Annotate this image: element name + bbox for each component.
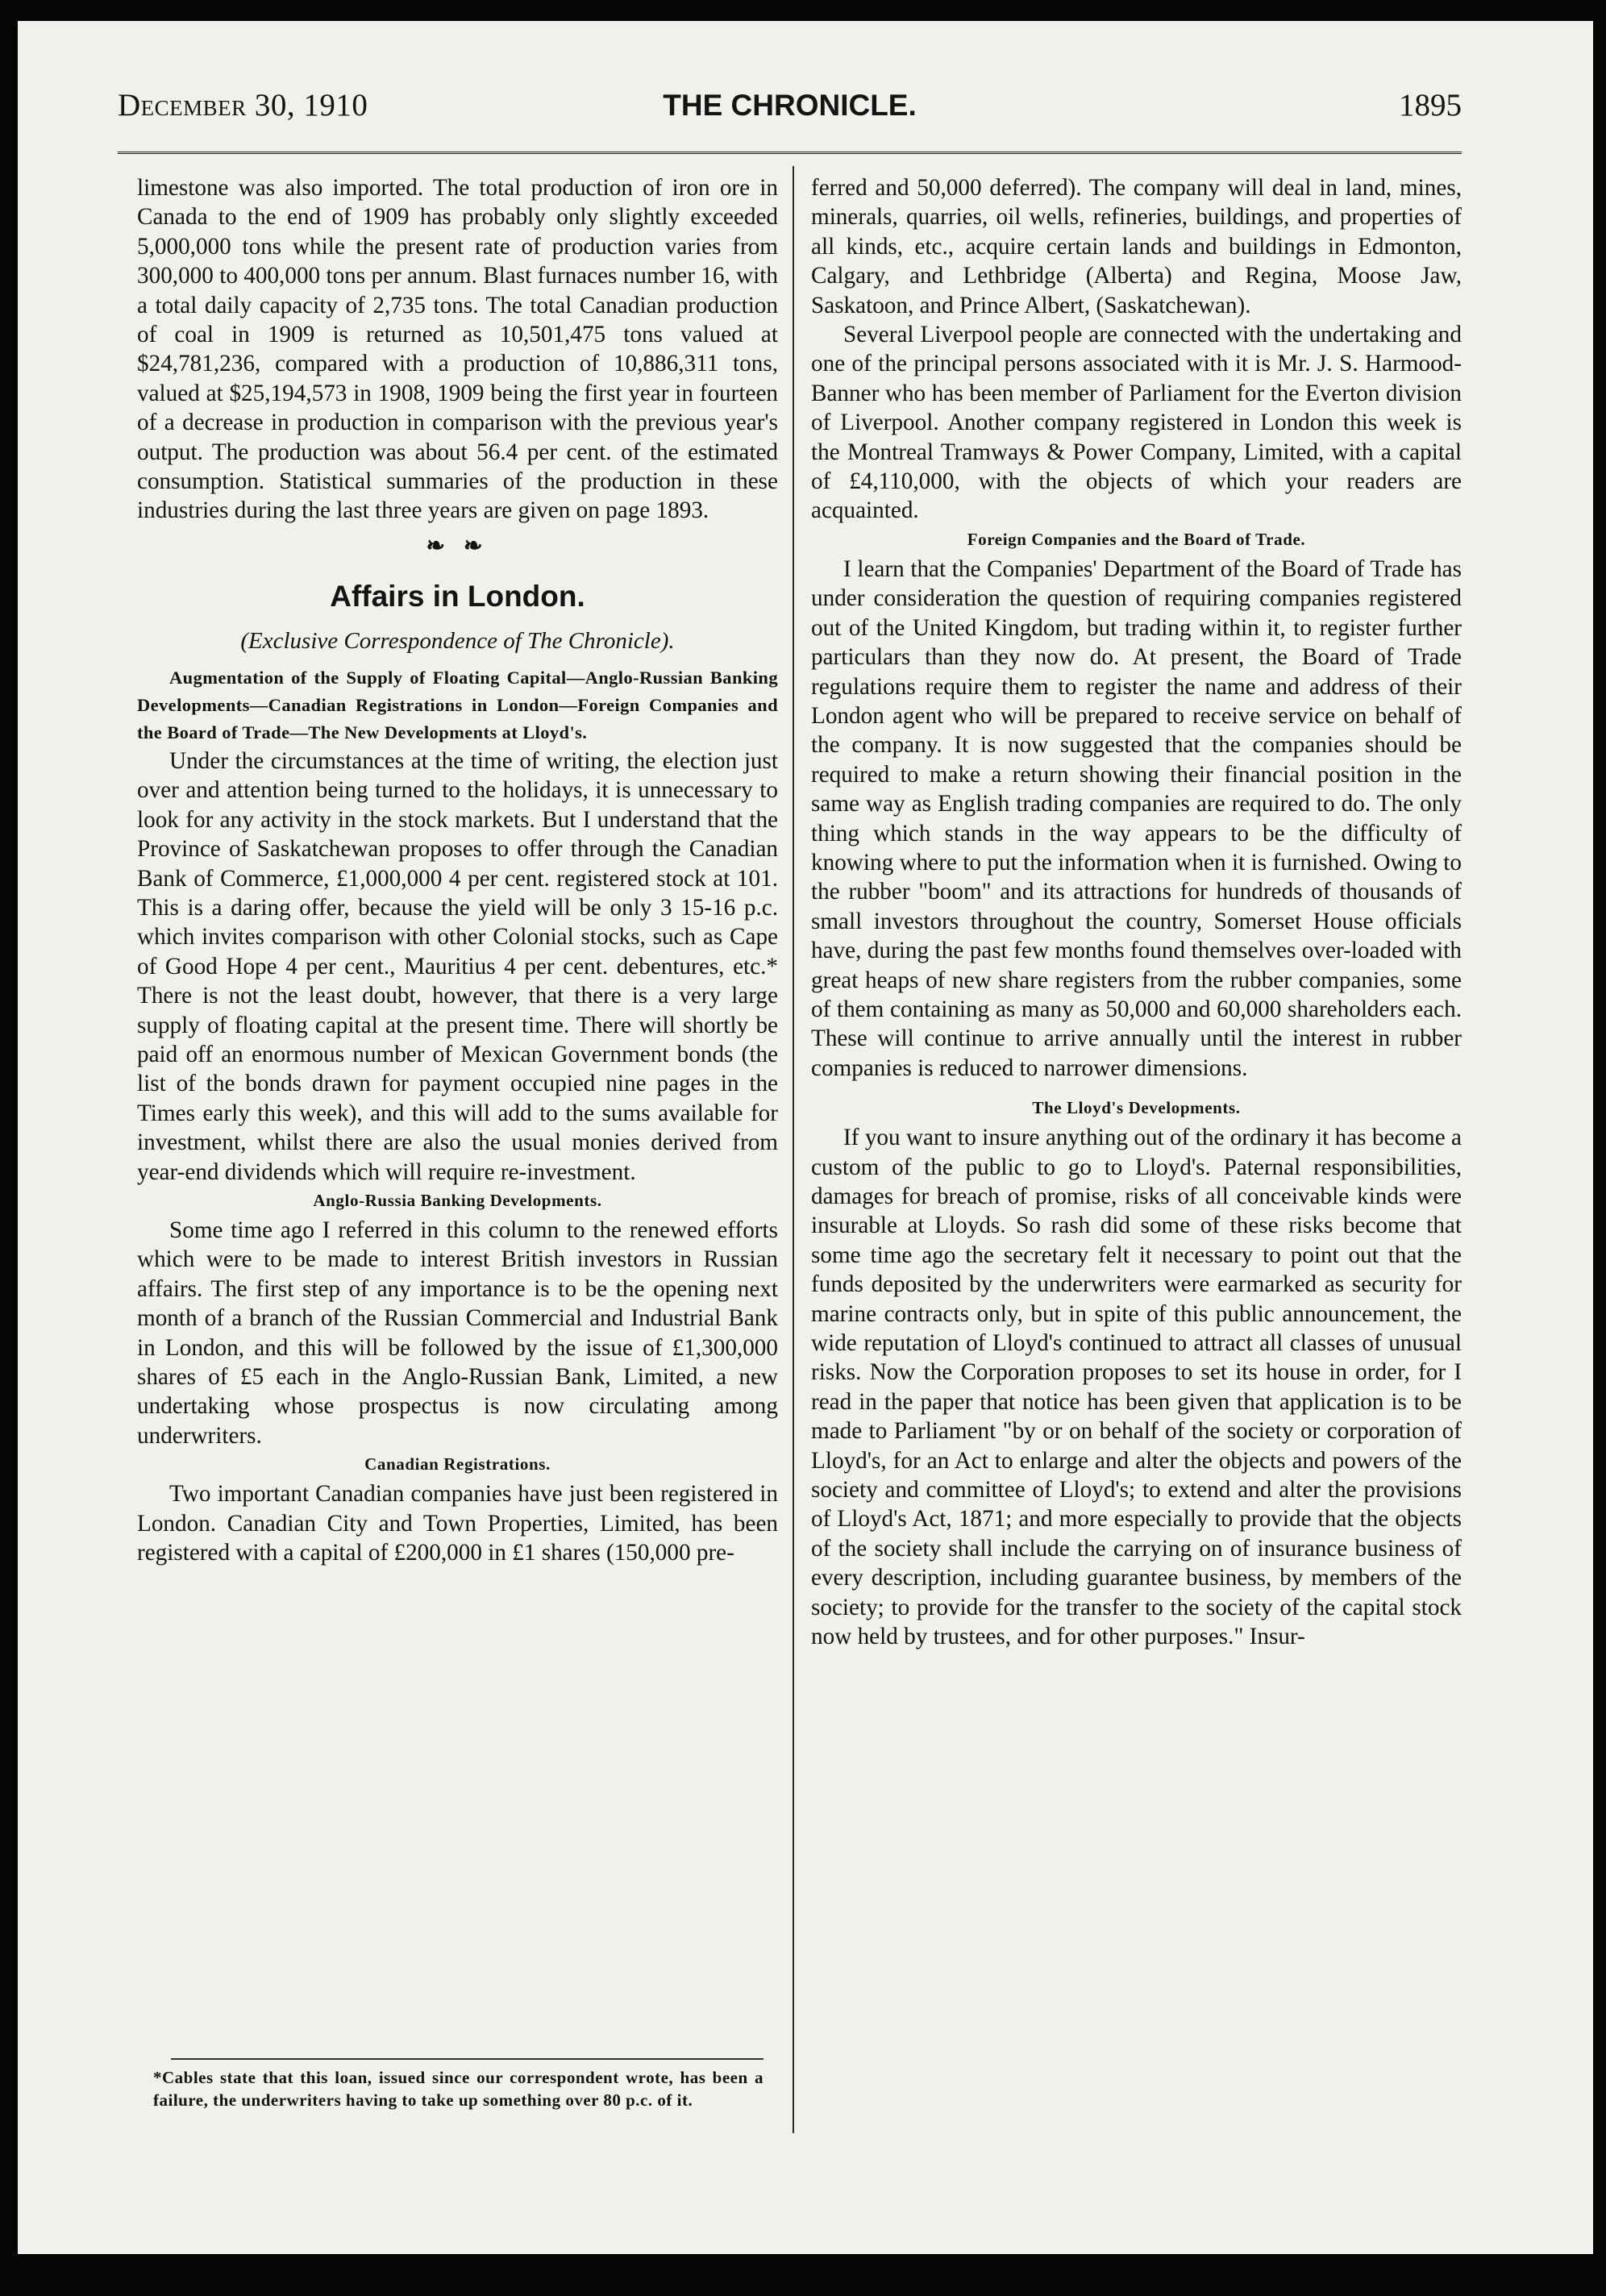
- left-column: [137, 173, 778, 1567]
- board-of-trade-paragraph: I learn that the Companies' Department of the Board of Trade has under consideration the question of requiring companies registered out of the United Kingdom, but trading within it, to register further particulars than they now do. At present, the Board of Trade regulations require them to register the name and address of their London agent who will be prepared to receive service on behalf of the company. It is now suggested that the companies should be required to make a return showing their financial position in the same way as English trading companies are required to do. The only thing which stands in the way appears to be the difficulty of knowing where to put the information when it is furnished. Owing to the rubber "boom" and its attractions for hundreds of thousands of small investors throughout the country, Somerset House officials have, during the past few months found themselves over-loaded with great heaps of new share registers from the rubber companies, some of them containing as many as 50,000 and 60,000 shareholders each. These will continue to arrive annually until the interest in rubber companies is reduced to narrower dimensions.: [811, 555, 1462, 1081]
- fleuron-ornament: ❧ ❧: [426, 533, 489, 559]
- column-divider: [793, 166, 794, 2133]
- subhead-canadian-registrations: Canadian Registrations.: [364, 1454, 551, 1475]
- page-number: 1895: [1399, 88, 1462, 123]
- floating-capital-paragraph: Under the circumstances at the time of writing, the election just over and attention being turned to the holidays, it is unnecessary to look for any activity in the stock markets. But I understand that the Province of Saskatchewan proposes to offer through the Canadian Bank of Commerce, £1,000,000 4 per cent. registered stock at 101. This is a daring offer, because the yield will be only 3 15-16 p.c. which invites comparison with other Colonial stocks, such as Cape of Good Hope 4 per cent., Mauritius 4 per cent. debentures, etc.* There is not the least doubt, however, that there is a very large supply of floating capital at the present time. There will shortly be paid off an enormous number of Mexican Government bonds (the list of the bonds drawn for payment occupied nine pages in the Times early this week), and this will add to the sums available for investment, whilst there are also the usual monies derived from year-end dividends which will require re-investment.: [137, 747, 778, 1185]
- anglo-russia-paragraph: Some time ago I referred in this column to the renewed efforts which were to be made to interest British investors in Russian affairs. The first step of any importance is to be the opening next month of a branch of the Russian Commercial and Industrial Bank in London, and this will be followed by the issue of £1,300,000 shares of £5 each in the Anglo-Russian Bank, Limited, a new undertaking whose prospectus is now circulating among underwriters.: [137, 1217, 778, 1449]
- footnote-rule: [171, 2058, 763, 2060]
- article-byline: (Exclusive Correspondence of The Chronicle).: [240, 627, 675, 654]
- iron-coal-paragraph: limestone was also imported. The total production of iron ore in Canada to the end of 1909 has probably only slightly exceeded 5,000,000 tons while the present rate of production varies from 300,000 to 400,000 tons per annum. Blast furnaces number 16, with a total daily capacity of 2,735 tons. The total Canadian production of coal in 1909 is returned as 10,501,475 tons valued at $24,781,236, compared with a production of 10,886,311 tons, valued at $25,194,573 in 1908, 1909 being the first year in fourteen of a decrease in production in comparison with the previous year's output. The production was about 56.4 per cent. of the estimated consumption. Statistical summaries of the production in these industries during the last three years are given on page 1893.: [137, 175, 778, 524]
- liverpool-paragraph: Several Liverpool people are connected with the undertaking and one of the principal persons associated with it is Mr. J. S. Harmood-Banner who has been member of Parliament for the Everton division of Liverpool. Another company registered in London this week is the Montreal Tramways & Power Company, Limited, with a capital of £4,110,000, with the objects of which your readers are acquainted.: [811, 322, 1462, 524]
- footnote: *Cables state that this loan, issued since our correspondent wrote, has been a failure, the underwriters having to take up something over 80 p.c. of it.: [153, 2068, 763, 2110]
- header-rule: [118, 152, 1462, 154]
- canadian-registrations-paragraph: Two important Canadian companies have just been registered in London. Canadian City and Town Properties, Limited, has been registered with a capital of £200,000 in £1 shares (150,000 pre-: [137, 1481, 778, 1566]
- right-column: [811, 173, 1462, 1652]
- publication-title: THE CHRONICLE.: [663, 89, 917, 122]
- issue-date: December 30, 1910: [118, 88, 368, 123]
- company-objects-paragraph: ferred and 50,000 deferred). The company will deal in land, mines, minerals, quarries, oil wells, refineries, buildings, and properties of all kinds, etc., acquire certain lands and buildings in Edmonton, Calgary, and Lethbridge (Alberta) and Regina, Moose Jaw, Saskatoon, and Prince Albert, (Saskatchewan).: [811, 175, 1462, 318]
- article-summary: Augmentation of the Supply of Floating Capital—Anglo-Russian Banking Developments—Canadian Registrations in London—Foreign Companies and the Board of Trade—The New Developments at Lloyd's.: [137, 667, 778, 742]
- page-header: [118, 77, 1462, 135]
- article-title: Affairs in London.: [330, 579, 585, 613]
- subhead-lloyds: The Lloyd's Developments.: [1032, 1098, 1241, 1118]
- subhead-anglo-russia: Anglo-Russia Banking Developments.: [313, 1190, 602, 1210]
- lloyds-paragraph: If you want to insure anything out of the ordinary it has become a custom of the public to go to Lloyd's. Paternal responsibilities, damages for breach of promise, risks of all conceivable kinds were insurable at Lloyds. So rash did some of these risks become that some time ago the secretary felt it necessary to point out that the funds deposited by the underwriters were earmarked as security for marine contracts only, but in spite of this public announcement, the wide reputation of Lloyd's continued to attract all classes of unusual risks. Now the Corporation proposes to set its house in order, for I read in the paper that notice has been given that application is to be made to Parliament "by or on behalf of the society or corporation of Lloyd's, for an Act to enlarge and alter the objects and powers of the society and committee of Lloyd's; to extend and alter the provisions of Lloyd's Act, 1871; and more especially to provide that the objects of the society shall include the carrying on of insurance business of every description, including guarantee business, by members of the society; to provide for the transfer to the society of the capital stock now held by trustees, and for other purposes." Insur-: [811, 1125, 1462, 1650]
- subhead-foreign-companies: Foreign Companies and the Board of Trade.: [967, 529, 1306, 549]
